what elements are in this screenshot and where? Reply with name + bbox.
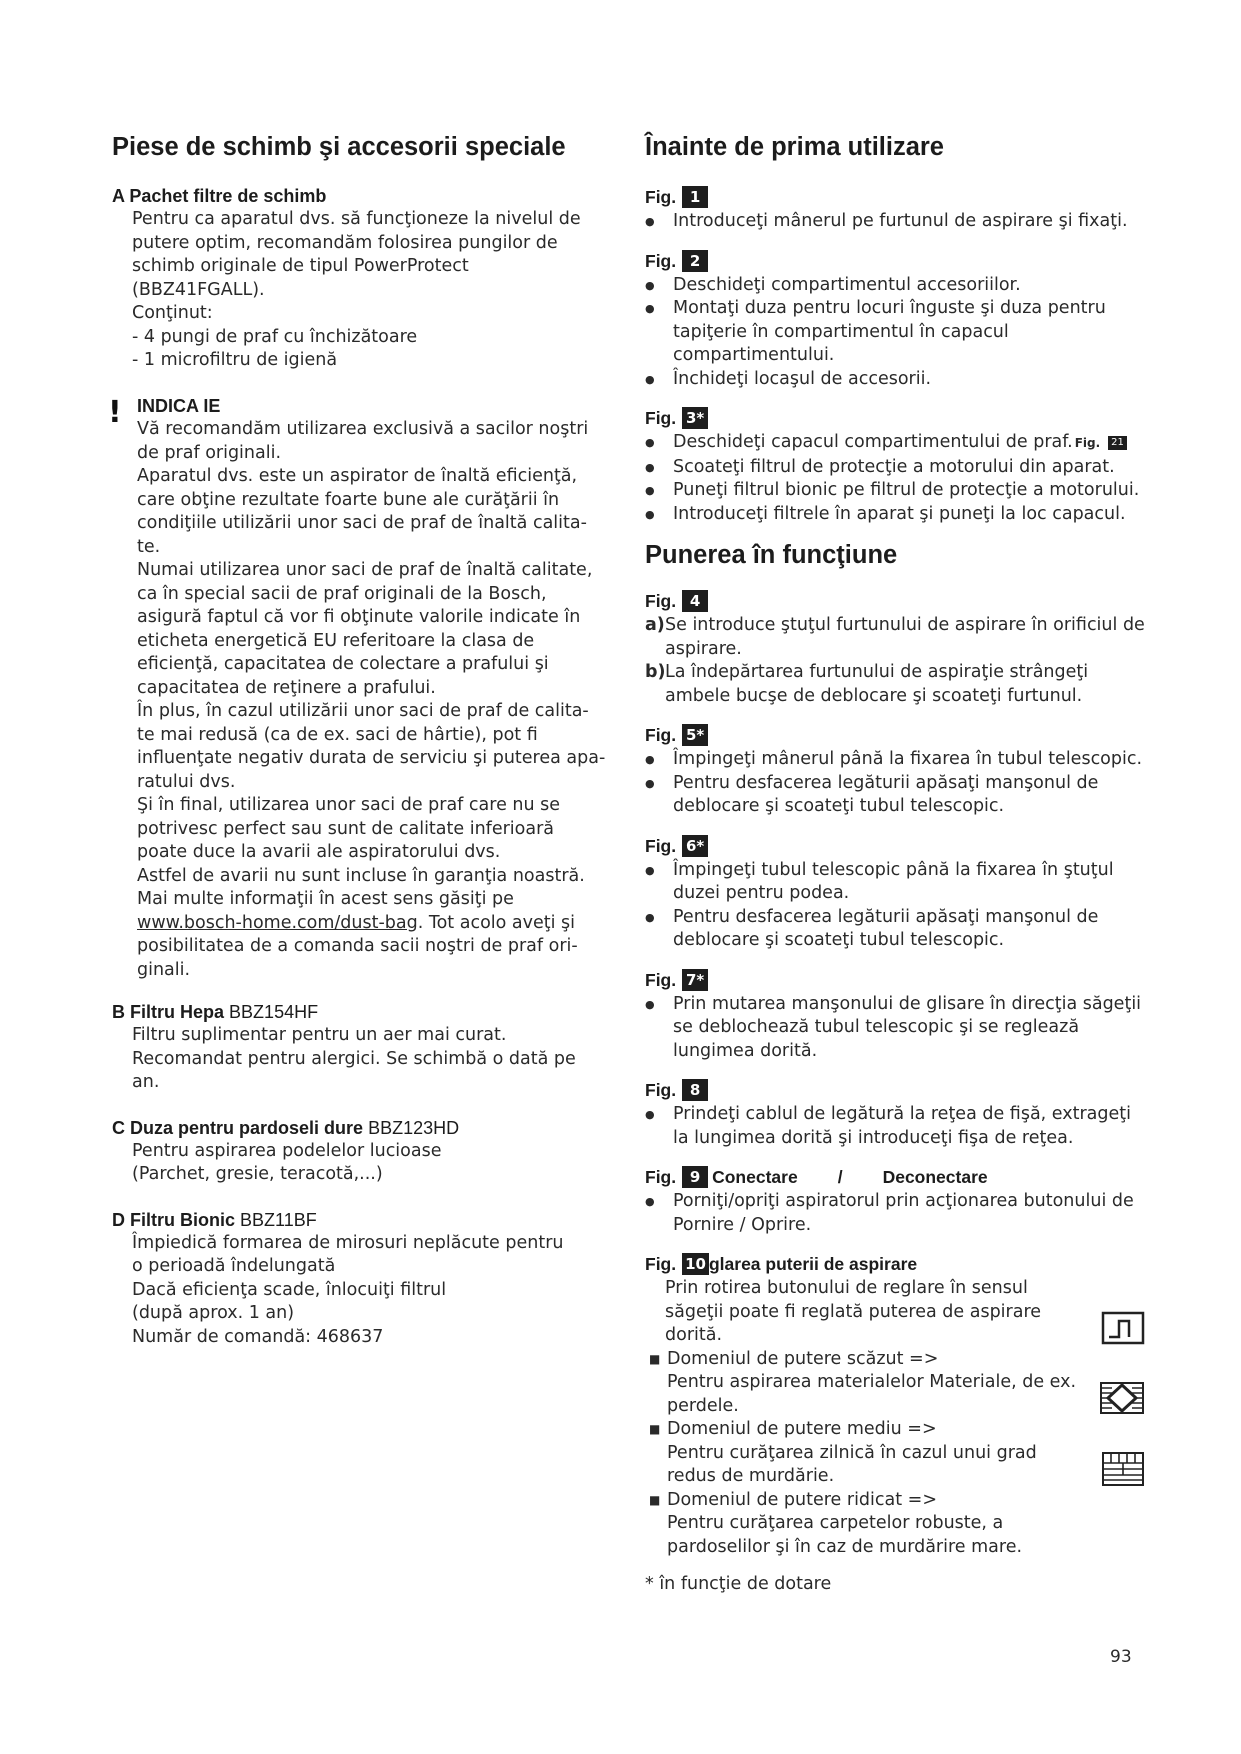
text-line: care obţine rezultate foarte bune ale curăţării în	[137, 489, 560, 510]
list-item: ● Pentru desfacerea legăturii apăsaţi manşonul de deblocare şi scoateţi tubul telescopic.	[645, 772, 1145, 819]
text-line: ca în special sacii de praf originali de la Bosch,	[137, 583, 547, 604]
fig-9-list	[645, 1190, 1145, 1237]
spare-parts-heading: Piese de schimb şi accesorii speciale	[112, 133, 566, 161]
curtain-icon	[1101, 1311, 1145, 1345]
fig-badge: 7*	[682, 969, 708, 991]
connect-label: Conectare	[712, 1167, 798, 1187]
text-line: schimb originale de tipul PowerProtect	[132, 256, 469, 276]
text-line: capacitatea de reţinere a prafului.	[137, 677, 436, 698]
fig-8-list	[645, 1103, 1145, 1150]
text-line: Conţinut:	[132, 303, 213, 323]
text-line: Pentru aspirarea podelelor lucioase	[132, 1140, 442, 1161]
fig-3-list	[645, 431, 1145, 526]
notice-box	[108, 394, 612, 983]
exclamation-icon: !	[108, 394, 122, 430]
list-item: ● Montaţi duza pentru locuri înguste şi duza pentru tapiţerie în compartimentul în capacul compartimentului.	[645, 297, 1145, 368]
left-column	[108, 132, 612, 1370]
section-code: BBZ11BF	[240, 1209, 317, 1230]
list-item: ● Împingeţi tubul telescopic până la fixarea în ştuţul duzei pentru podea.	[645, 859, 1145, 906]
text-line: eticheta energetică EU referitoare la clasa de	[137, 630, 535, 651]
text-line: - 4 pungi de praf cu închizătoare	[132, 326, 418, 347]
section-key: A	[112, 186, 125, 206]
text-line: te mai redusă (ca de ex. saci de hârtie), pot fi	[137, 724, 538, 745]
fig-4-list	[645, 614, 1145, 708]
section-b	[112, 1000, 612, 1095]
fig-5-label: Fig. 5*	[645, 722, 1145, 748]
fig-4-label: Fig. 4	[645, 588, 1145, 614]
fig-badge: 2	[682, 250, 708, 272]
dust-bag-link[interactable]: www.bosch-home.com/dust-bag	[137, 912, 418, 933]
list-item: ● Împingeţi mânerul până la fixarea în tubul telescopic.	[645, 748, 1145, 772]
text-line: Astfel de avarii nu sunt incluse în garanţia noastră.	[137, 865, 585, 886]
section-code: BBZ154HF	[229, 1002, 319, 1022]
list-item: ● Puneţi filtrul bionic pe filtrul de protecţie a motorului.	[645, 479, 1145, 503]
fig-9-label: Fig. 9 Conectare / Deconectare	[645, 1167, 988, 1187]
footnote: * în funcţie de dotare	[645, 1574, 832, 1594]
list-item: ● Prindeţi cablul de legătură la reţea de fişă, extrageţi la lungimea dorită şi introduceţi fişa de reţea.	[645, 1103, 1145, 1150]
text-line: - 1 microfiltru de igienă	[132, 350, 338, 370]
text-line: te.	[137, 536, 161, 557]
text-line: posibilitatea de a comanda sacii noştri de praf ori-	[137, 936, 578, 956]
fig-badge: 8	[682, 1079, 708, 1101]
fig-badge: 21	[1108, 436, 1127, 450]
notice-title: INDICA IE	[137, 395, 221, 416]
section-key: B	[112, 1002, 125, 1022]
text-line: asigură faptul că vor fi obţinute valorile indicate în	[137, 607, 581, 627]
list-item: ● Deschideţi capacul compartimentului de praf. Fig. 21	[645, 431, 1145, 456]
text-line: ginali.	[137, 959, 191, 980]
text-line: condiţiile utilizării unor saci de praf de înaltă calita-	[137, 513, 587, 533]
text-line: Aparatul dvs. este un aspirator de înaltă eficienţă,	[137, 466, 578, 486]
operation-heading: Punerea în funcţiune	[645, 541, 898, 569]
page-number: 93	[1110, 1647, 1132, 1667]
fig-badge: 6*	[682, 835, 708, 857]
fig-7-label: Fig. 7*	[645, 967, 1145, 993]
text-line: an.	[132, 1072, 160, 1092]
disconnect-label: Deconectare	[882, 1167, 988, 1187]
section-name: Filtru Bionic	[130, 1209, 236, 1230]
list-item: ● Închideţi locaşul de accesorii.	[645, 368, 1145, 392]
section-c	[112, 1116, 612, 1187]
fig-6-list	[645, 859, 1145, 953]
fig-10-title: glarea puterii de aspirare	[708, 1254, 918, 1274]
fig-1-label: Fig. 1	[645, 184, 1145, 210]
fig-2-label: Fig. 2	[645, 248, 1145, 274]
fig-badge: 1	[682, 186, 708, 208]
inline-fig-ref: Fig.	[1074, 436, 1101, 450]
power-level-medium: ■ Domeniul de putere mediu => Pentru curăţarea zilnică în cazul unui grad redus de murdărie.	[645, 1418, 1085, 1489]
fig-badge: 5*	[682, 724, 708, 746]
list-item: a) Se introduce ştuţul furtunului de aspirare în orificiul de aspirare.	[645, 615, 1145, 659]
section-d	[112, 1208, 612, 1350]
text-line: ratului dvs.	[137, 771, 236, 792]
text-line: În plus, în cazul utilizării unor saci de praf de calita-	[137, 701, 589, 721]
text-line: eficienţă, capacitatea de colectare a prafului şi	[137, 654, 549, 674]
fig-badge: 10	[682, 1253, 709, 1275]
fig-5-list	[645, 748, 1145, 819]
fig-badge: 3*	[682, 407, 708, 429]
list-item: ● Porniţi/opriţi aspiratorul prin acţionarea butonului de Pornire / Oprire.	[645, 1190, 1145, 1237]
fig-badge: 9	[682, 1166, 708, 1188]
before-first-use-heading: Înainte de prima utilizare	[645, 133, 944, 161]
text-line: putere optim, recomandăm folosirea pungilor de	[132, 232, 558, 253]
text-line: Mai multe informaţii în acest sens găsiţi pe	[137, 889, 514, 909]
text-line: o perioadă îndelungată	[132, 1256, 336, 1276]
fig-badge: 4	[682, 590, 708, 612]
fig-7-list	[645, 993, 1145, 1064]
right-column	[645, 132, 1145, 1597]
section-name: Filtru Hepa	[130, 1002, 225, 1022]
list-item: ● Deschideţi compartimentul accesoriilor.	[645, 274, 1145, 298]
section-name: Pachet filtre de schimb	[129, 186, 327, 206]
fig-10-label: Fig. 10 glarea puterii de aspirare	[645, 1251, 1145, 1277]
text-line: influenţate negativ durata de serviciu şi puterea apa-	[137, 748, 606, 768]
section-key: C	[112, 1117, 125, 1138]
power-level-low: ■ Domeniul de putere scăzut => Pentru aspirarea materialelor Materiale, de ex. perdele.	[645, 1348, 1085, 1419]
text-line: Şi în final, utilizarea unor saci de praf care nu se	[137, 795, 561, 815]
text-line: Recomandat pentru alergici. Se schimbă o dată pe	[132, 1048, 576, 1069]
list-item: ● Prin mutarea manşonului de glisare în direcţia săgeţii se deblochează tubul telescopic şi se reglează lungimea dorită.	[645, 993, 1145, 1064]
fig-1-list	[645, 210, 1145, 234]
list-item: ● Introduceţi filtrele în aparat şi puneţi la loc capacul.	[645, 503, 1145, 527]
list-item: b) La îndepărtarea furtunului de aspiraţie strângeţi ambele bucşe de deblocare şi scoateţi furtunul.	[645, 662, 1089, 706]
text-line: poate duce la avarii ale aspiratorului dvs.	[137, 842, 501, 862]
text-line: Numai utilizarea unor saci de praf de înaltă calitate,	[137, 560, 593, 580]
text-line: (BBZ41FGALL).	[132, 279, 265, 300]
section-key: D	[112, 1209, 125, 1230]
suction-power-section	[645, 1277, 1145, 1559]
list-item: ● Pentru desfacerea legăturii apăsaţi manşonul de deblocare şi scoateţi tubul telescopic.	[645, 906, 1145, 953]
suction-intro: Prin rotirea butonului de reglare în sensul săgeţii poate fi reglată puterea de aspirare dorită.	[665, 1278, 1042, 1345]
floor-diamond-icon	[1099, 1381, 1145, 1415]
list-item: ● Introduceţi mânerul pe furtunul de aspirare şi fixaţi.	[645, 210, 1145, 234]
text-line: (după aprox. 1 an)	[132, 1303, 295, 1323]
text-line: (Parchet, gresie, teracotă,...)	[132, 1164, 383, 1184]
list-item: ● Scoateţi filtrul de protecţie a motorului din aparat.	[645, 456, 1145, 480]
section-name: Duza pentru pardoseli dure	[130, 1117, 364, 1138]
carpet-icon	[1101, 1451, 1145, 1487]
text-line: de praf originali.	[137, 442, 282, 463]
section-code: BBZ123HD	[368, 1117, 460, 1138]
fig-2-list	[645, 274, 1145, 392]
fig-3-label: Fig. 3*	[645, 405, 1145, 431]
text-line: potrivesc perfect sau sunt de calitate inferioară	[137, 818, 554, 839]
text-line: Vă recomandăm utilizarea exclusivă a sacilor noştri	[137, 419, 589, 439]
power-level-high: ■ Domeniul de putere ridicat => Pentru curăţarea carpetelor robuste, a pardoselilor şi în caz de murdărire mare.	[645, 1489, 1085, 1560]
text-line: Împiedică formarea de mirosuri neplăcute pentru	[132, 1232, 564, 1253]
section-a	[112, 184, 612, 373]
text-line: Număr de comandă: 468637	[132, 1326, 384, 1347]
power-level-list	[645, 1348, 1085, 1560]
text-line: Dacă eficienţa scade, înlocuiţi filtrul	[132, 1279, 447, 1300]
text-line: Pentru ca aparatul dvs. să funcţioneze la nivelul de	[132, 209, 581, 229]
fig-8-label: Fig. 8	[645, 1077, 1145, 1103]
text-line: Filtru suplimentar pentru un aer mai curat.	[132, 1025, 507, 1045]
fig-6-label: Fig. 6*	[645, 833, 1145, 859]
text-fragment: . Tot acolo aveţi şi	[417, 912, 576, 933]
separator: /	[837, 1167, 843, 1187]
